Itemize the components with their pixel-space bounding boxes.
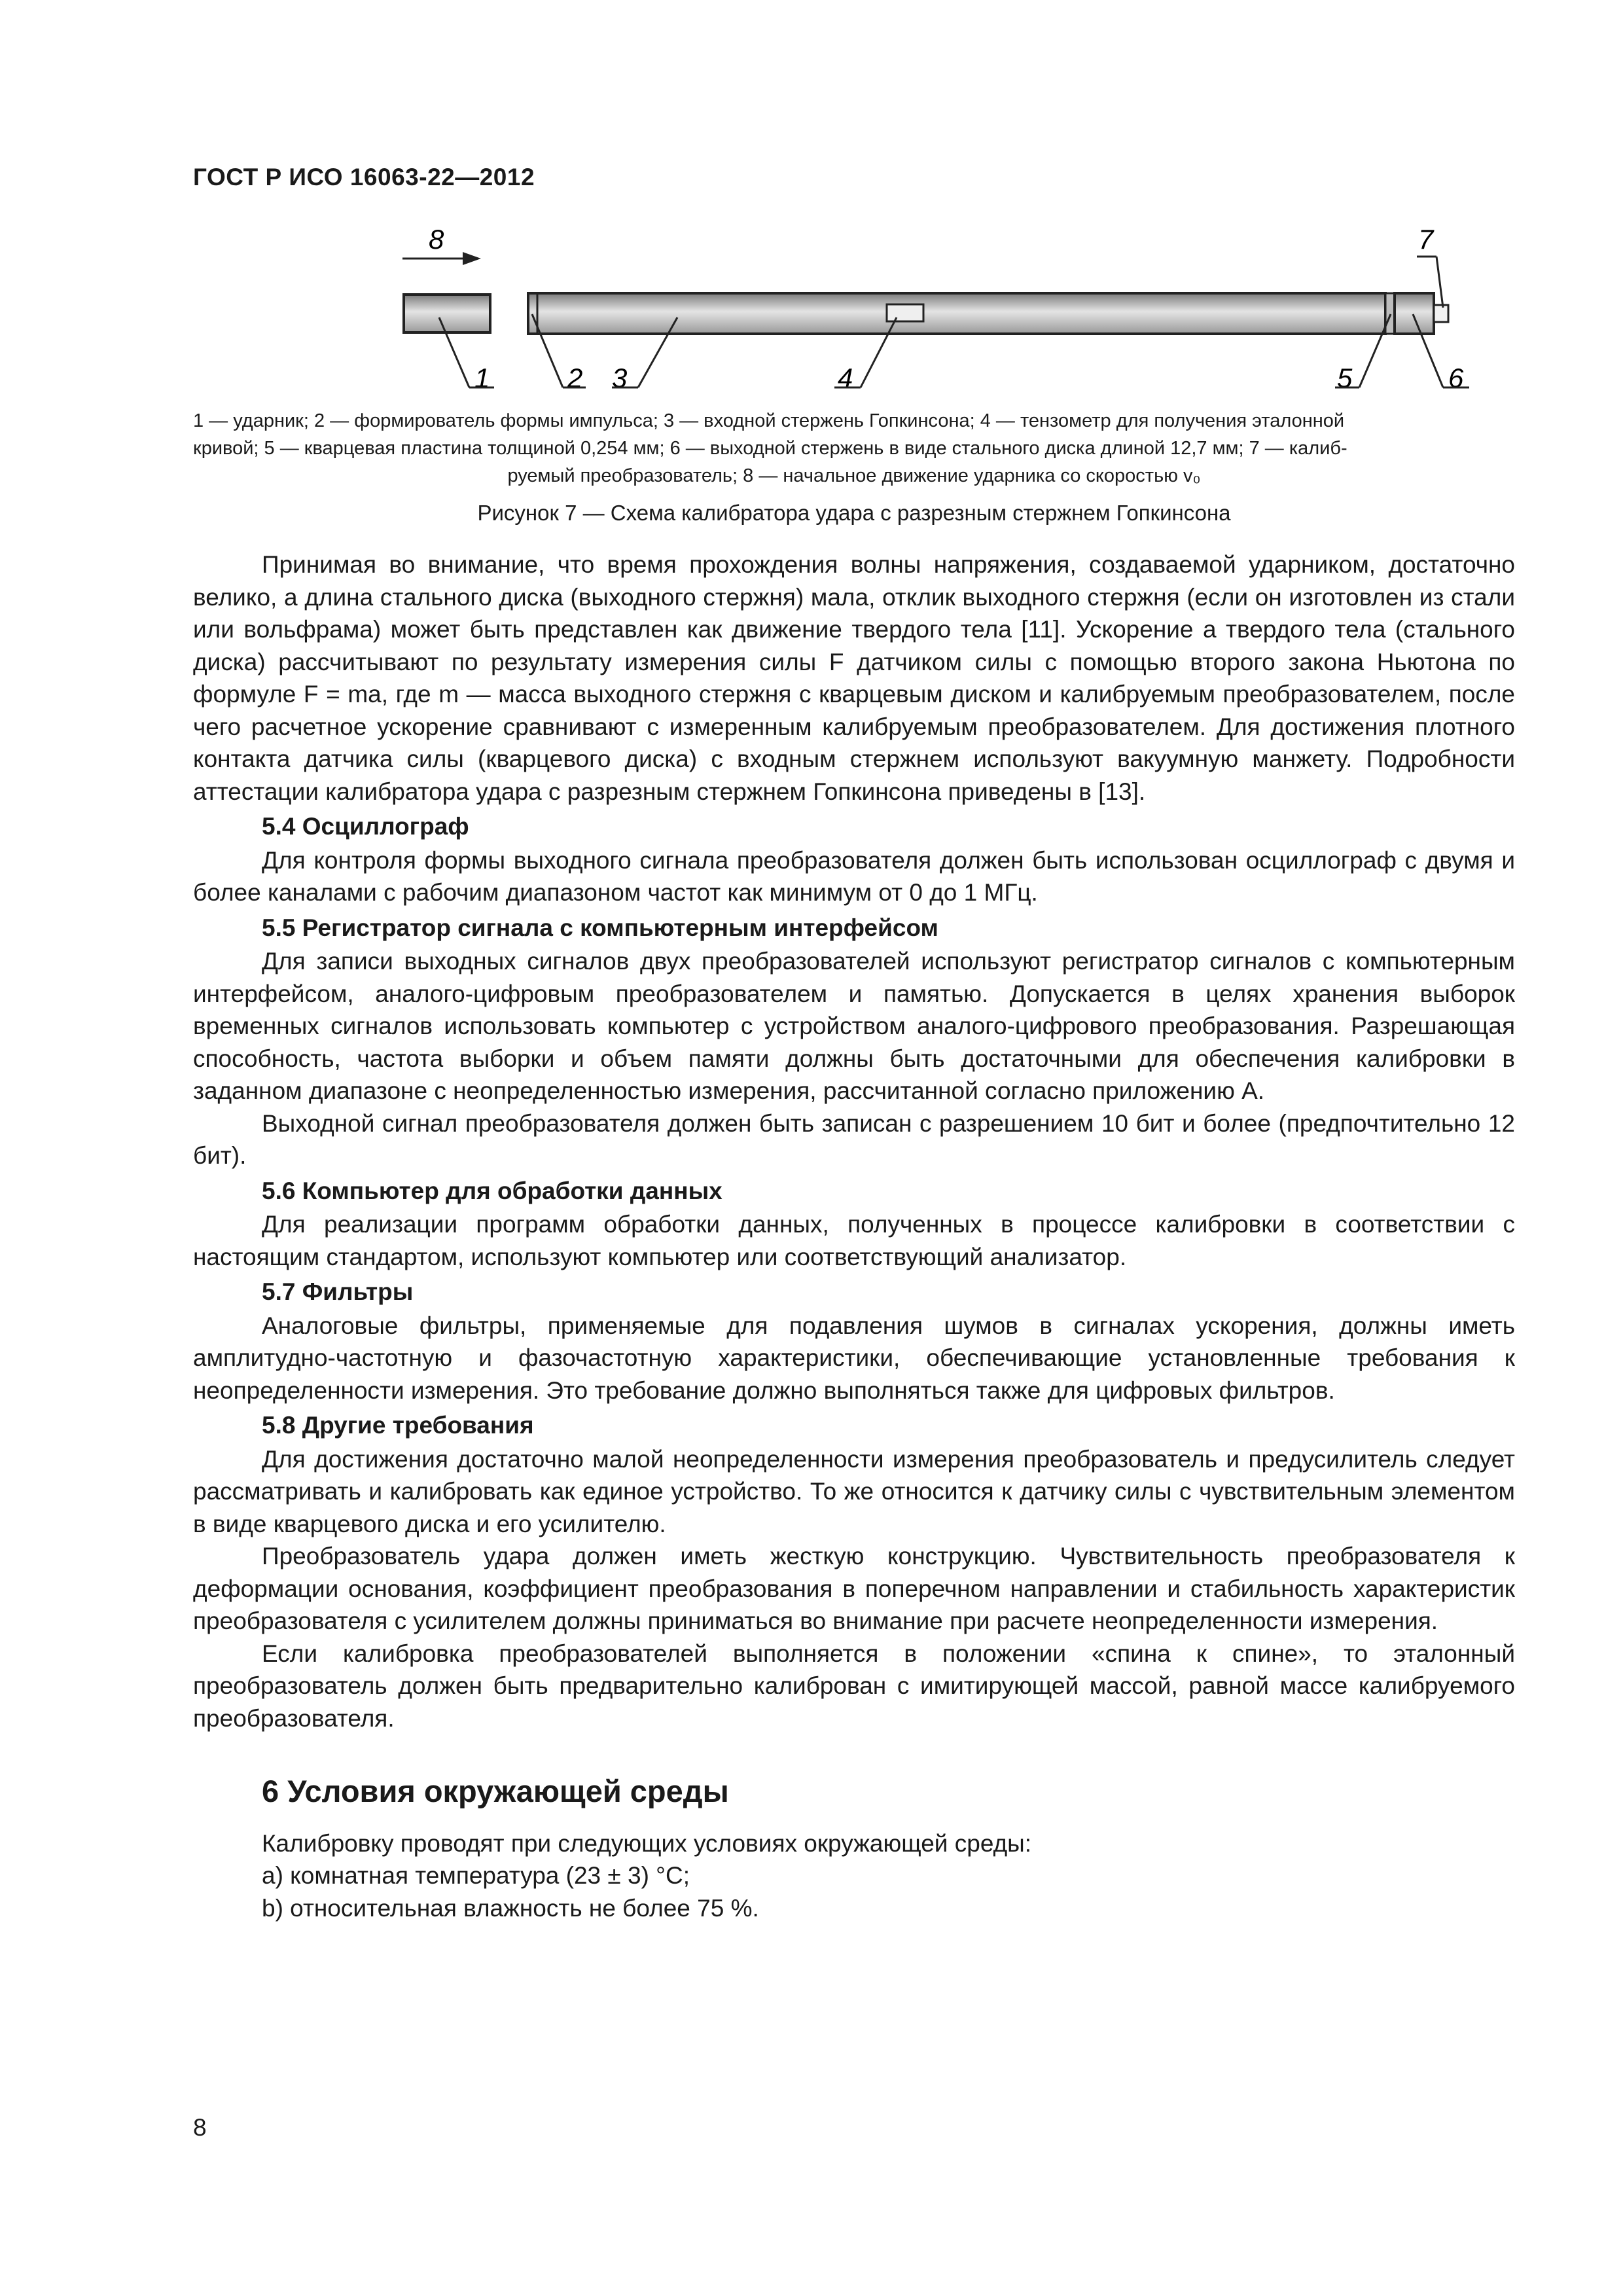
paragraph: Для достижения достаточно малой неопределенности измерения преобразователь и предусилитель следует рассматривать и калибровать как единое устройство. То же относится к датчику силы с чувствительным элементом в виде кварцевого диска и его усилителю.	[193, 1445, 1515, 1537]
paragraph: Для записи выходных сигналов двух преобразователей используют регистратор сигналов с компьютерным интерфейсом, аналого-цифровым преобразователем и памятью. Допускается в целях хранения выборок временных сигналов использовать компьютер с устройством аналого-цифрового преобразования. Разрешающая способность, частота выборки и объем памяти должны быть достаточными для обеспечения калибровки в заданном диапазоне с неопределенностью измерения, рассчитанной согласно приложению А.	[193, 948, 1515, 1104]
label-4: 4	[838, 363, 853, 393]
section-heading-5-5: 5.5 Регистратор сигнала с компьютерным интерфейсом	[262, 914, 938, 941]
list-item: b) относительная влажность не более 75 %.	[262, 1894, 759, 1922]
striker	[404, 295, 490, 332]
figure-caption: Рисунок 7 — Схема калибратора удара с разрезным стержнем Гопкинсона	[477, 501, 1231, 525]
paragraph: Преобразователь удара должен иметь жесткую конструкцию. Чувствительность преобразователя к деформации основания, коэффициент преобразования в поперечном направлении и стабильность характеристик преобразователя с усилителем должны приниматься во внимание при расчете неопределенности измерения.	[193, 1543, 1515, 1634]
legend-line: кривой; 5 — кварцевая пластина толщиной 0,254 мм; 6 — выходной стержень в виде стального диска длиной 12,7 мм; 7 — калиб-	[193, 438, 1347, 459]
page-number: 8	[193, 2114, 207, 2141]
label-1: 1	[474, 363, 490, 393]
paragraph: Аналоговые фильтры, применяемые для подавления шумов в сигналах ускорения, должны иметь амплитудно-частотную и фазочастотную характеристики, обеспечивающие установленные требования к неопределенности измерения. Это требование должно выполняться также для цифровых фильтров.	[193, 1312, 1515, 1404]
paragraph: Для контроля формы выходного сигнала преобразователя должен быть использован осциллограф с двумя и более каналами с рабочим диапазоном частот как минимум от 0 до 1 МГц.	[193, 846, 1515, 906]
paragraph: Принимая во внимание, что время прохождения волны напряжения, создаваемой ударником, достаточно велико, а длина стального диска (выходного стержня) мала, отклик выходного стержня (если он изготовлен из стали или вольфрама) может быть представлен как движение твердого тела [11]. Ускорение a твердого тела (стального диска) рассчитывают по результату измерения силы F датчиком силы с помощью второго закона Ньютона по формуле F = ma, где m — масса выходного стержня с кварцевым диском и калибруемым преобразователем, после чего расчетное ускорение сравнивают с измеренным калибруемым преобразователем. Для достижения плотного контакта датчика силы (кварцевого диска) с входным стержнем используют вакуумную манжету. Подробности аттестации калибратора удара с разрезным стержнем Гопкинсона приведены в [13].	[193, 551, 1515, 805]
section-heading-5-8: 5.8 Другие требования	[262, 1412, 534, 1439]
label-8: 8	[429, 224, 444, 255]
label-5: 5	[1337, 363, 1353, 393]
section-heading-5-6: 5.6 Компьютер для обработки данных	[262, 1177, 722, 1204]
document-body	[193, 548, 1515, 1924]
paragraph: Выходной сигнал преобразователя должен быть записан с разрешением 10 бит и более (предпочтительно 12 бит).	[193, 1109, 1515, 1169]
label-6: 6	[1448, 363, 1464, 393]
label-7: 7	[1418, 224, 1434, 255]
label-3: 3	[612, 363, 628, 393]
figure-legend	[193, 407, 1515, 490]
list-item: a) комнатная температура (23 ± 3) °С;	[262, 1862, 690, 1889]
hopkinson-bar-diagram	[193, 216, 1515, 412]
paragraph: Для реализации программ обработки данных, полученных в процессе калибровки в соответствии с настоящим стандартом, используют компьютер или соответствующий анализатор.	[193, 1211, 1515, 1270]
section-heading-6: 6 Условия окружающей среды	[262, 1774, 729, 1808]
velocity-arrow-head	[463, 252, 481, 265]
paragraph: Если калибровка преобразователей выполняется в положении «спина к спине», то эталонный преобразователь должен быть предварительно калиброван с имитирующей массой, равной массе калибруемого преобразователя.	[193, 1640, 1515, 1732]
output-steel-disc	[1395, 293, 1434, 334]
quartz-plate	[1385, 293, 1395, 334]
transducer	[1434, 305, 1448, 322]
input-hopkinson-bar	[528, 293, 1385, 334]
legend-line: руемый преобразователь; 8 — начальное движение ударника со скоростью v₀	[507, 465, 1201, 486]
label-2: 2	[567, 363, 583, 393]
section-heading-5-7: 5.7 Фильтры	[262, 1278, 414, 1305]
legend-line: 1 — ударник; 2 — формирователь формы импульса; 3 — входной стержень Гопкинсона; 4 — тензометр для получения эталонной	[193, 410, 1345, 431]
section-heading-5-4: 5.4 Осциллограф	[262, 813, 469, 840]
document-header: ГОСТ Р ИСО 16063-22—2012	[193, 164, 535, 190]
strain-gauge	[887, 304, 923, 321]
paragraph: Калибровку проводят при следующих условиях окружающей среды:	[262, 1829, 1032, 1857]
